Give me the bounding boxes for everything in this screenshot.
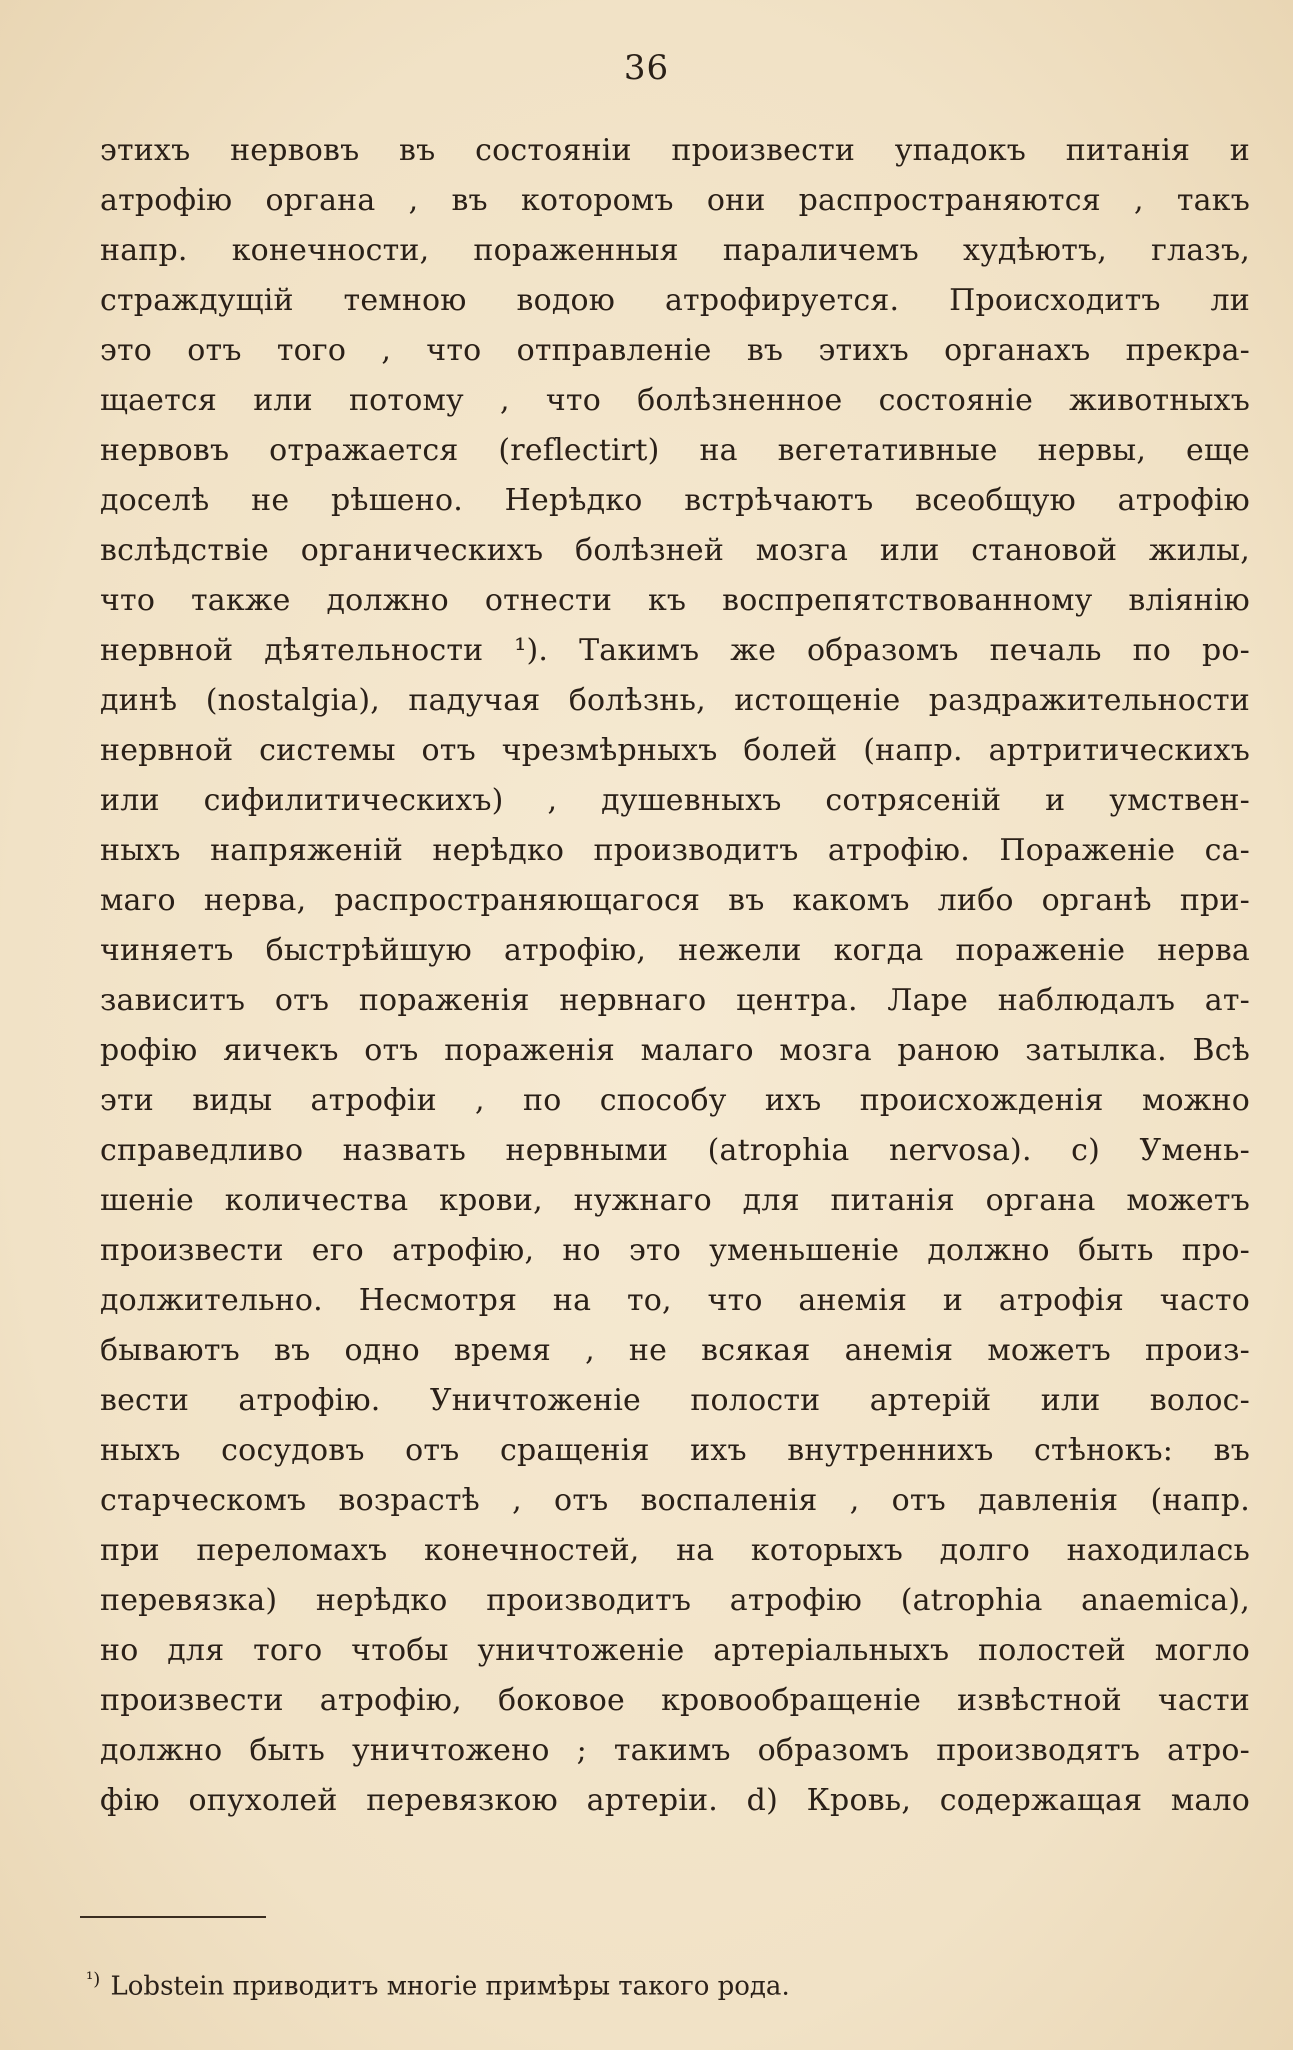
text-line: напр. конечности, пораженныя параличемъ худѣютъ, глазъ, — [100, 233, 1250, 268]
text-line: щается или потому , что болѣзненное состоянiе животныхъ — [100, 383, 1250, 418]
text-line: страждущiй темною водою атрофируется. Происходитъ ли — [100, 283, 1250, 318]
text-line: вести атрофiю. Уничтоженiе полости артерiй или волос- — [100, 1383, 1250, 1418]
text-line: рофiю яичекъ отъ пораженiя малаго мозга раною затылка. Всѣ — [100, 1033, 1250, 1068]
text-line: маго нерва, распространяющагося въ какомъ либо органѣ при- — [100, 883, 1250, 918]
text-line: нервовъ отражается (reflectirt) на вегетативные нервы, еще — [100, 433, 1250, 468]
text-line: бываютъ въ одно время , не всякая анемiя можетъ произ- — [100, 1333, 1250, 1368]
text-line: этихъ нервовъ въ состоянiи произвести упадокъ питанiя и — [100, 133, 1250, 168]
text-line: эти виды атрофiи , по способу ихъ происхожденiя можно — [100, 1083, 1250, 1118]
text-line: справедливо назвать нервными (atrophia nervosa). c) Умень- — [100, 1133, 1250, 1168]
footnote — [86, 1960, 790, 2007]
text-line: ныхъ сосудовъ отъ сращенiя ихъ внутреннихъ стѣнокъ: въ — [100, 1433, 1250, 1468]
text-line: это отъ того , что отправленiе въ этихъ органахъ прекра- — [100, 333, 1250, 368]
text-line: фiю опухолей перевязкою артерiи. d) Кровь, содержащая мало — [100, 1783, 1250, 1818]
text-line: зависитъ отъ пораженiя нервнаго центра. Ларе наблюдалъ ат- — [100, 983, 1250, 1018]
footnote-divider — [80, 1916, 266, 1918]
text-line: чиняетъ быстрѣйшую атрофiю, нежели когда пораженiе нерва — [100, 933, 1250, 968]
text-line: нервной системы отъ чрезмѣрныхъ болей (напр. артритическихъ — [100, 733, 1250, 768]
text-line: при переломахъ конечностей, на которыхъ долго находилась — [100, 1533, 1250, 1568]
text-line: или сифилитическихъ) , душевныхъ сотрясенiй и умствен- — [100, 783, 1250, 818]
footnote-text: Lobstein приводитъ многiе примѣры такого рода. — [110, 1971, 790, 2002]
text-line: перевязка) нерѣдко производитъ атрофiю (atrophia anaemica), — [100, 1583, 1250, 1618]
page-number: 36 — [623, 48, 670, 88]
text-line: что также должно отнести къ воспрепятствованному влiянiю — [100, 583, 1250, 618]
body-text — [100, 126, 1250, 1826]
text-line: доселѣ не рѣшено. Нерѣдко встрѣчаютъ всеобщую атрофiю — [100, 483, 1250, 518]
text-line: ныхъ напряженiй нерѣдко производитъ атрофiю. Пораженiе са- — [100, 833, 1250, 868]
text-line: но для того чтобы уничтоженiе артерiальныхъ полостей могло — [100, 1633, 1250, 1668]
text-line: произвести его атрофiю, но это уменьшенiе должно быть про- — [100, 1233, 1250, 1268]
text-line: вслѣдствiе органическихъ болѣзней мозга или становой жилы, — [100, 533, 1250, 568]
text-line: должно быть уничтожено ; такимъ образомъ производятъ атро- — [100, 1733, 1250, 1768]
text-line: атрофiю органа , въ которомъ они распространяются , такъ — [100, 183, 1250, 218]
text-line: должительно. Несмотря на то, что анемiя и атрофiя часто — [100, 1283, 1250, 1318]
text-line: произвести атрофiю, боковое кровообращенiе извѣстной части — [100, 1683, 1250, 1718]
text-line: динѣ (nostalgia), падучая болѣзнь, истощенiе раздражительности — [100, 683, 1250, 718]
text-line: нервной дѣятельности ¹). Такимъ же образомъ печаль по ро- — [100, 633, 1250, 668]
text-line: старческомъ возрастѣ , отъ воспаленiя , отъ давленiя (напр. — [100, 1483, 1250, 1518]
text-line: шенiе количества крови, нужнаго для питанiя органа можетъ — [100, 1183, 1250, 1218]
footnote-mark: ¹) — [86, 1969, 101, 1990]
